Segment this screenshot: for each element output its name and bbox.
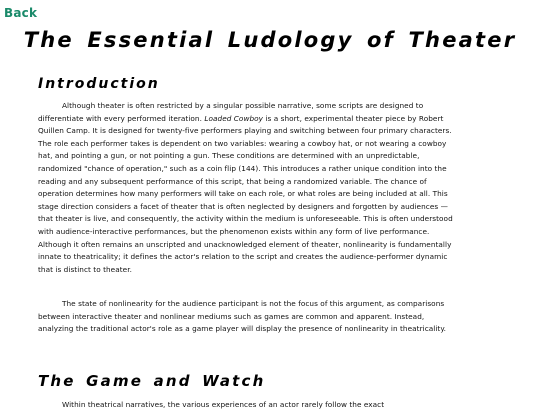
back-link[interactable]: Back — [4, 6, 38, 20]
paragraph-intro-1 — [38, 100, 458, 276]
paragraph-intro-1-start: Although theater is often restricted by a singular possible narrative, some scripts are designed to differentiate with every performed iteration. — [38, 101, 424, 123]
paragraph-intro-1-rest: is a short, experimental theater piece by Robert Quillen Camp. It is designed for twenty-five performers playing and switching between four primary characters. The role each performer takes is dependent on two variables: wearing a cowboy hat, or not wearing a cowboy hat, and pointing a gun, or not pointing a gun. These conditions are determined with an unpredictable, randomized "chance of operation," such as a coin flip (144). This introduces a rather unique condition into the reading and any subsequent performance of this script, that being a randomized variable. The chance of operation determines how many performers will take on each role, or what roles are being included at all. This stage direction considers a facet of theater that is often neglected by designers and forgotten by audiences — that theater is live, and consequently, the activity within the medium is unforeseeable. This is often understood with audience-interactive performances, but the phenomenon exists within any form of live performance. Although it often remains an unscripted and unacknowledged element of theater, nonlinearity is fundamentally innate to theatricality; it defines the actor's relation to the script and creates the audience-performer dynamic that is distinct to theater. — [38, 113, 453, 274]
section-heading-game-and-watch: The Game and Watch — [38, 372, 266, 390]
page-title: The Essential Ludology of Theater — [23, 28, 517, 52]
paragraph-game-1: Within theatrical narratives, the various experiences of an actor rarely follow the exact — [62, 400, 385, 409]
paragraph-intro-2: The state of nonlinearity for the audience participant is not the focus of this argument, as comparisons between interactive theater and nonlinear mediums such as games are common and apparent. Instead, analyzing the traditional actor's role as a game player will display the presence of nonlinearity in theatricality. — [38, 299, 447, 334]
section-heading-introduction: Introduction — [38, 76, 160, 92]
play-title-loaded-cowboy: Loaded Cowboy — [204, 113, 264, 123]
